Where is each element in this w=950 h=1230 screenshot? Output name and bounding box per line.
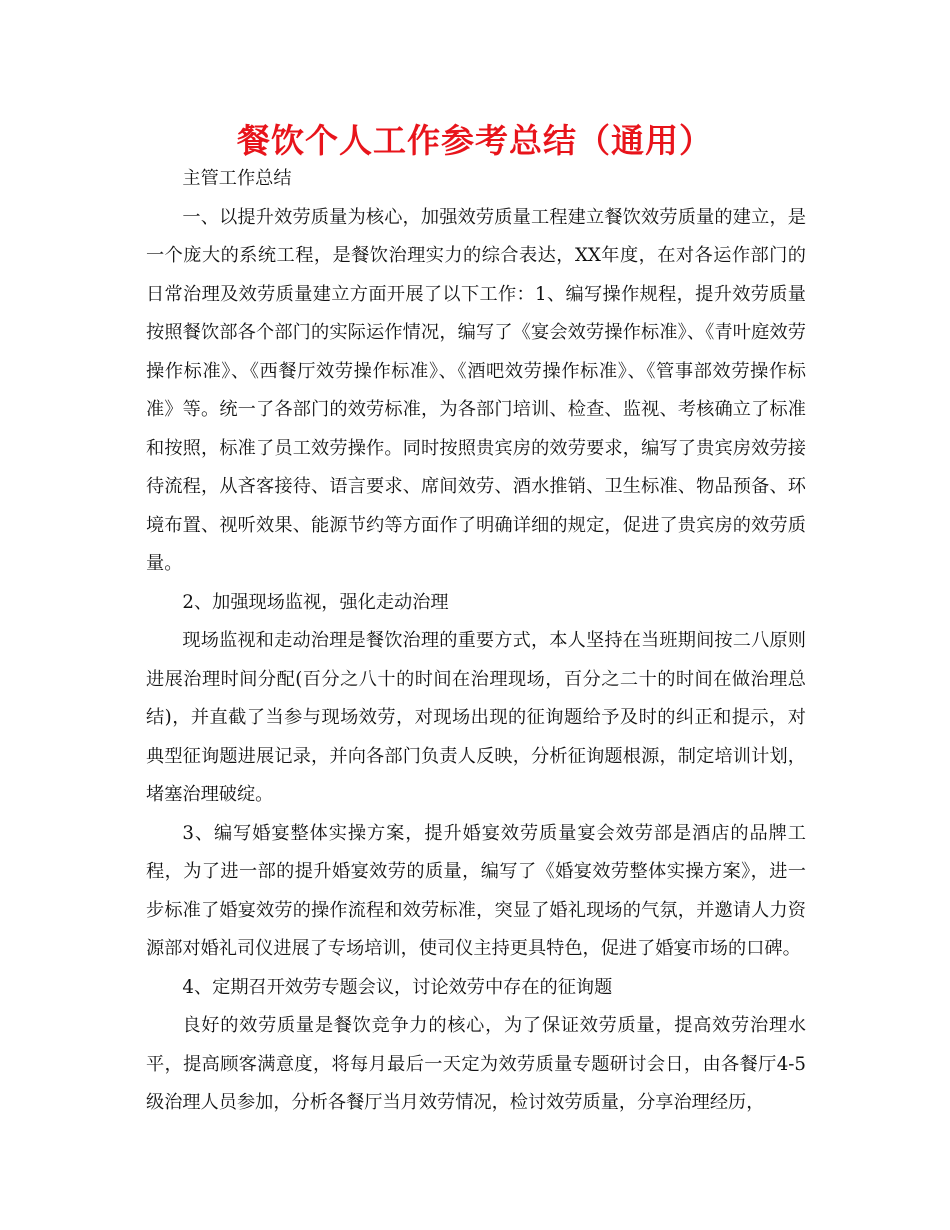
document-body [146,160,806,1123]
paragraph-on-site-supervision: 现场监视和走动治理是餐饮治理的重要方式，本人坚持在当班期间按二八原则进展治理时间分配(百分之八十的时间在治理现场，百分之二十的时间在做治理总结)，并直截了当参与现场效劳，对现场出现的征询题给予及时的纠正和提示，对典型征询题进展记录，并向各部门负责人反映，分析征询题根源，制定培训计划，堵塞治理破绽。 [146,630,806,805]
section-heading-on-site-supervision: 2、加强现场监视，强化走动治理 [182,591,449,613]
section-heading-service-meetings: 4、定期召开效劳专题会议，讨论效劳中存在的征询题 [182,976,613,998]
paragraph-service-quality: 一、以提升效劳质量为核心，加强效劳质量工程建立餐饮效劳质量的建立，是一个庞大的系统工程，是餐饮治理实力的综合表达，XX年度，在对各运作部门的日常治理及效劳质量建立方面开展了以下工作：1、编写操作规程，提升效劳质量按照餐饮部各个部门的实际运作情况，编写了《宴会效劳操作标准》、《青叶庭效劳操作标准》、《西餐厅效劳操作标准》、《酒吧效劳操作标准》、《管事部效劳操作标准》等。统一了各部门的效劳标准，为各部门培训、检查、监视、考核确立了标准和按照，标准了员工效劳操作。同时按照贵宾房的效劳要求，编写了贵宾房效劳接待流程，从吝客接待、语言要求、席间效劳、酒水推销、卫生标准、物品预备、环境布置、视听效果、能源节约等方面作了明确详细的规定，促进了贵宾房的效劳质量。 [146,206,806,574]
paragraph-wedding-banquet: 3、编写婚宴整体实操方案，提升婚宴效劳质量宴会效劳部是酒店的品牌工程，为了进一部的提升婚宴效劳的质量，编写了《婚宴效劳整体实操方案》，进一步标准了婚宴效劳的操作流程和效劳标准，突显了婚礼现场的气氛，并邀请人力资源部对婚礼司仪进展了专场培训，使司仪主持更具特色，促进了婚宴市场的口碑。 [146,822,806,959]
document-title: 餐饮个人工作参考总结（通用） [237,121,713,160]
section-heading-summary: 主管工作总结 [182,168,292,189]
paragraph-service-meetings: 良好的效劳质量是餐饮竞争力的核心，为了保证效劳质量，提高效劳治理水平，提高顾客满意度，将每月最后一天定为效劳质量专题研讨会日，由各餐厅4-5级治理人员参加，分析各餐厅当月效劳情况，检讨效劳质量，分享治理经历， [146,1015,806,1113]
